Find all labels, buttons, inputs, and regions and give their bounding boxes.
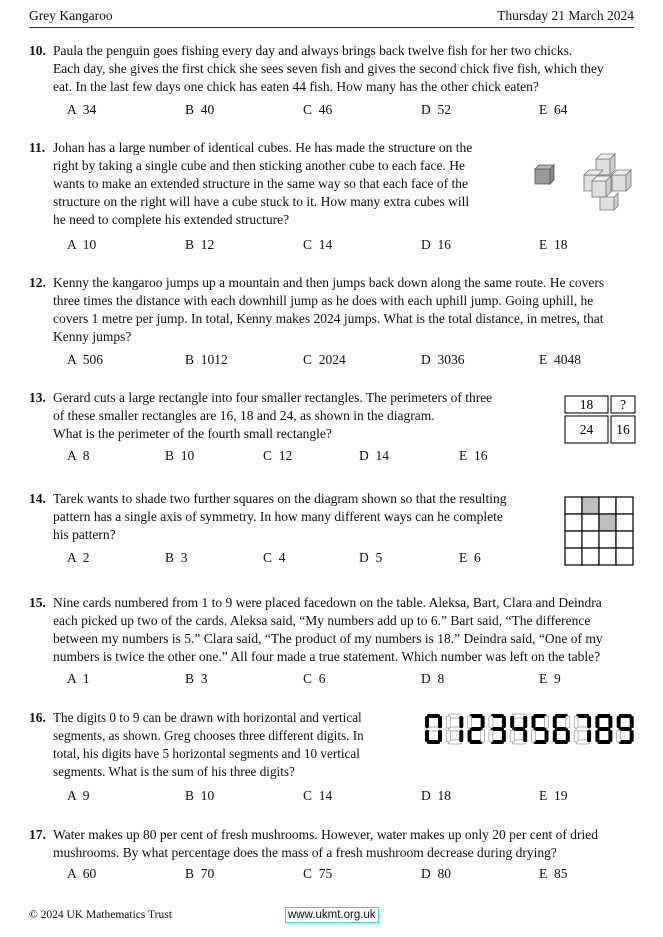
digit-6 <box>553 714 570 744</box>
segment-off <box>427 727 440 731</box>
option-c[interactable]: C 75 <box>303 866 333 881</box>
segment-off <box>532 730 536 742</box>
perimeter-label-unknown: ? <box>620 397 626 412</box>
option-e[interactable]: E 85 <box>539 866 568 881</box>
exam-date: Thursday 21 March 2024 <box>497 8 634 23</box>
question-number: 14. <box>29 491 46 506</box>
option-b[interactable]: B 40 <box>185 102 215 117</box>
option-e[interactable]: E 16 <box>459 448 488 463</box>
seven-segment-digits-diagram <box>424 713 639 745</box>
segment-on <box>502 730 506 742</box>
option-e[interactable]: E 4048 <box>539 352 581 367</box>
question-line: segments, as shown. Greg chooses three different digits. In <box>53 728 364 743</box>
grid-cell-shaded <box>582 497 599 514</box>
grid-cell <box>565 514 582 531</box>
question-line: three times the distance with each downhill jump as he does with each uphill jump. Going uphill, he <box>53 293 594 308</box>
digit-1 <box>446 714 463 744</box>
digit-5 <box>532 714 549 744</box>
segment-on <box>468 730 472 742</box>
option-c[interactable]: C 14 <box>303 237 333 252</box>
option-b[interactable]: B 3 <box>165 550 188 565</box>
grid-cell <box>565 497 582 514</box>
segment-on <box>523 716 527 728</box>
segment-off <box>446 716 450 728</box>
option-e[interactable]: E 18 <box>539 237 568 252</box>
symmetry-grid-diagram <box>564 496 636 568</box>
digit-8 <box>595 714 612 744</box>
question-number: 13. <box>29 390 46 405</box>
segment-on <box>510 716 514 728</box>
cube-structure-diagram <box>530 145 640 215</box>
segment-off <box>468 716 472 728</box>
question-line: Paula the penguin goes fishing every day and always brings back twelve fish for her two chicks. <box>53 43 573 58</box>
grid-cell <box>616 514 633 531</box>
question-line: Tarek wants to shade two further squares on the diagram shown so that the resulting <box>53 491 507 506</box>
question-line: covers 1 metre per jump. In total, Kenny makes 2024 jumps. What is the total distance, in metres, that <box>53 311 604 326</box>
perimeter-label: 16 <box>616 422 630 437</box>
question-line: his pattern? <box>53 527 116 542</box>
segment-off <box>489 730 493 742</box>
segment-on <box>617 716 621 728</box>
competition-name: Grey Kangaroo <box>29 8 113 23</box>
option-d[interactable]: D 80 <box>421 866 451 881</box>
question-line: total, his digits have 5 horizontal segments and 10 vertical <box>53 746 360 761</box>
question-number: 11. <box>29 140 46 155</box>
option-a[interactable]: A 1 <box>67 671 90 686</box>
segment-on <box>459 716 463 728</box>
segment-on <box>595 716 599 728</box>
segment-off <box>566 716 570 728</box>
grid-cell <box>565 531 582 548</box>
segment-on <box>566 730 570 742</box>
segment-on <box>630 716 634 728</box>
grid-cell <box>599 548 616 565</box>
question-number: 15. <box>29 595 46 610</box>
segment-on <box>425 716 429 728</box>
option-c[interactable]: C 12 <box>263 448 293 463</box>
question-line: Johan has a large number of identical cubes. He has made the structure on the <box>53 140 473 155</box>
segment-on <box>438 730 442 742</box>
question-line: mushrooms. By what percentage does the mass of a fresh mushroom decrease during drying? <box>53 845 557 860</box>
digit-9 <box>617 714 634 744</box>
option-b[interactable]: B 10 <box>165 448 195 463</box>
option-a[interactable]: A 2 <box>67 550 90 565</box>
question-number: 10. <box>29 43 46 58</box>
option-d[interactable]: D 14 <box>359 448 389 463</box>
segment-off <box>574 730 578 742</box>
rectangle-diagram <box>562 395 642 447</box>
segment-on <box>587 730 591 742</box>
option-a[interactable]: A 506 <box>67 352 104 367</box>
option-d[interactable]: D 8 <box>421 671 445 686</box>
digit-2 <box>468 714 485 744</box>
option-e[interactable]: E 19 <box>539 788 568 803</box>
option-a[interactable]: A 60 <box>67 866 97 881</box>
segment-off <box>545 716 549 728</box>
question-line: wants to make an extended structure in the same way so that each face of the <box>53 176 468 191</box>
option-a[interactable]: A 8 <box>67 448 90 463</box>
segment-on <box>425 730 429 742</box>
segment-on <box>630 730 634 742</box>
segment-on <box>481 716 485 728</box>
segment-on <box>523 730 527 742</box>
option-c[interactable]: C 46 <box>303 102 333 117</box>
perimeter-label: 24 <box>579 422 594 437</box>
question-number: 17. <box>29 827 46 842</box>
grid-cell <box>582 514 599 531</box>
segment-off <box>574 716 578 728</box>
segment-on <box>597 727 610 731</box>
question-number: 12. <box>29 275 46 290</box>
option-c[interactable]: C 14 <box>303 788 333 803</box>
option-a[interactable]: A 10 <box>67 237 97 252</box>
option-e[interactable]: E 64 <box>539 102 568 117</box>
option-a[interactable]: A 34 <box>67 102 97 117</box>
question-line: structure on the right will have a cube stuck to it. How many extra cubes will <box>53 194 470 209</box>
question-line: Kenny the kangaroo jumps up a mountain and then jumps back down along the same route. He covers <box>53 275 605 290</box>
segment-off <box>446 730 450 742</box>
option-c[interactable]: C 6 <box>303 671 326 686</box>
question-line: Kenny jumps? <box>53 329 132 344</box>
question-line: What is the perimeter of the fourth small rectangle? <box>53 426 332 441</box>
option-b[interactable]: B 3 <box>185 671 208 686</box>
grid-cell <box>599 531 616 548</box>
question-line: each picked up two of the cards. Aleksa said, “My numbers add up to 6.” Bart said, “The difference <box>53 613 591 628</box>
segment-on <box>545 730 549 742</box>
option-e[interactable]: E 6 <box>459 550 481 565</box>
question-line: eat. In the last few days one chick has eaten 44 fish. How many has the other chick eaten? <box>53 79 539 94</box>
grid-cell <box>582 531 599 548</box>
option-d[interactable]: D 3036 <box>421 352 465 367</box>
option-d[interactable]: D 5 <box>359 550 383 565</box>
option-b[interactable]: B 70 <box>185 866 215 881</box>
digit-3 <box>489 714 506 744</box>
question-line: between my numbers is 5.” Clara said, “The product of my numbers is 18.” Deindra said, “One of my <box>53 631 603 646</box>
ukmt-website-link[interactable]: www.ukmt.org.uk <box>285 907 379 923</box>
question-line: The digits 0 to 9 can be drawn with horizontal and vertical <box>53 710 362 725</box>
question-line: segments. What is the sum of his three digits? <box>53 764 295 779</box>
digit-0 <box>425 714 442 744</box>
segment-on <box>608 716 612 728</box>
grid-cell <box>599 497 616 514</box>
option-d[interactable]: D 18 <box>421 788 451 803</box>
option-c[interactable]: C 4 <box>263 550 286 565</box>
page-header <box>29 5 634 28</box>
grid-cell <box>582 548 599 565</box>
question-line: Gerard cuts a large rectangle into four smaller rectangles. The perimeters of three <box>53 390 493 405</box>
question-line: pattern has a single axis of symmetry. In how many different ways can he complete <box>53 509 503 524</box>
option-d[interactable]: D 16 <box>421 237 451 252</box>
grid-cell-shaded <box>599 514 616 531</box>
option-a[interactable]: A 9 <box>67 788 90 803</box>
question-line: he need to complete his extended structure? <box>53 212 290 227</box>
digit-4 <box>510 714 527 744</box>
segment-on <box>459 730 463 742</box>
single-cube-icon <box>535 165 554 184</box>
grid-cell <box>616 531 633 548</box>
digit-7 <box>574 714 591 744</box>
question-line: Water makes up 80 per cent of fresh mushrooms. However, water makes up only 20 per cent of dried <box>53 827 598 842</box>
segment-on <box>532 716 536 728</box>
segment-on <box>553 716 557 728</box>
segment-on <box>608 730 612 742</box>
grid-cell <box>616 497 633 514</box>
question-line: Nine cards numbered from 1 to 9 were placed facedown on the table. Aleksa, Bart, Clara and Deindra <box>53 595 602 610</box>
segment-on <box>587 716 591 728</box>
question-number: 16. <box>29 710 46 725</box>
segment-on <box>502 716 506 728</box>
segment-off <box>481 730 485 742</box>
segment-off <box>489 716 493 728</box>
question-line: Each day, she gives the first chick she sees seven fish and gives the second chick five fish, which they <box>53 61 604 76</box>
segment-on <box>553 730 557 742</box>
segment-on <box>438 716 442 728</box>
option-b[interactable]: B 1012 <box>185 352 228 367</box>
question-line: of these smaller rectangles are 16, 18 and 24, as shown in the diagram. <box>53 408 435 423</box>
perimeter-label: 18 <box>579 397 594 412</box>
question-line: numbers is twice the other one.” All four made a true statement. Which number was left on the table? <box>53 649 601 664</box>
option-b[interactable]: B 10 <box>185 788 215 803</box>
option-b[interactable]: B 12 <box>185 237 215 252</box>
segment-off <box>617 730 621 742</box>
question-line: right by taking a single cube and then sticking another cube to each face. He <box>53 158 465 173</box>
copyright-notice: © 2024 UK Mathematics Trust <box>29 909 172 921</box>
cross-structure-icon <box>584 154 631 210</box>
segment-on <box>595 730 599 742</box>
grid-cell <box>565 548 582 565</box>
option-e[interactable]: E 9 <box>539 671 561 686</box>
option-c[interactable]: C 2024 <box>303 352 346 367</box>
segment-off <box>510 730 514 742</box>
option-d[interactable]: D 52 <box>421 102 451 117</box>
grid-cell <box>616 548 633 565</box>
